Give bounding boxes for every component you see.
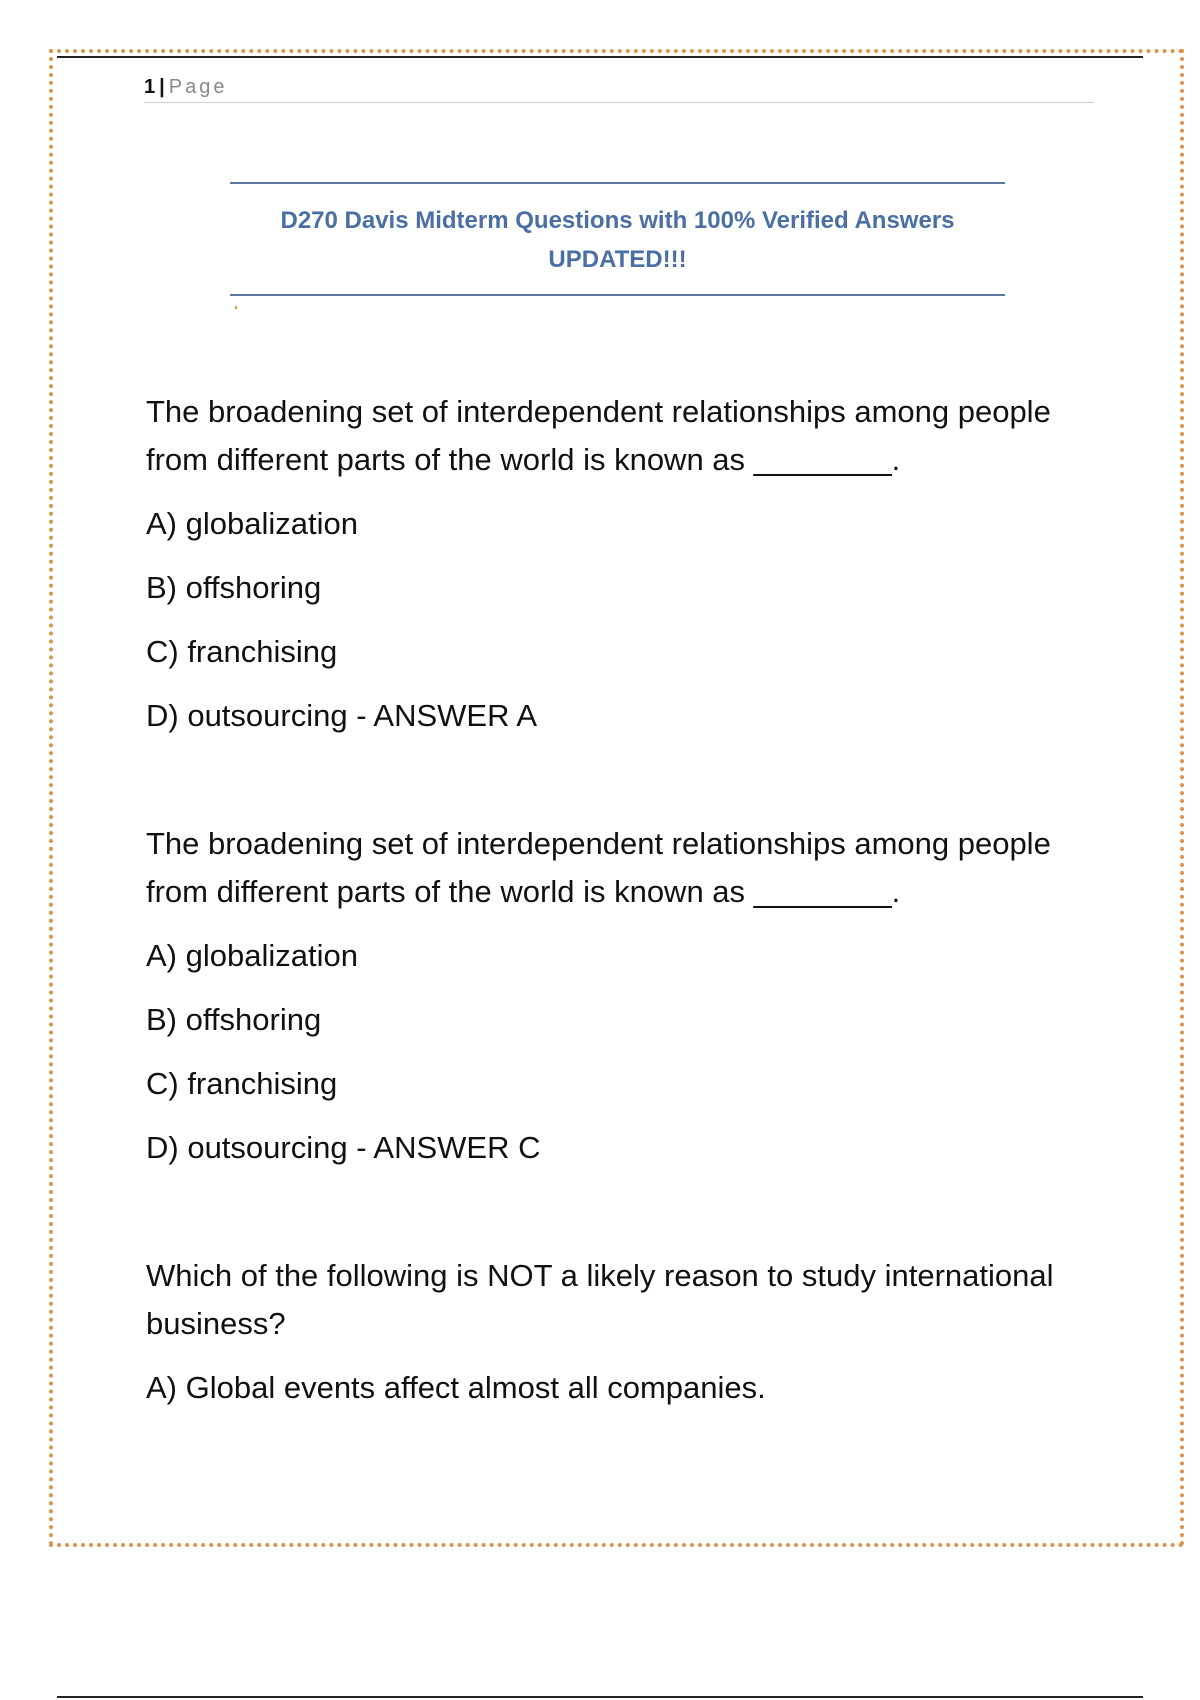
questions-list <box>146 388 1106 1492</box>
answer-option: D) outsourcing - ANSWER C <box>146 1130 541 1165</box>
page-separator: | <box>159 76 165 98</box>
page-header <box>144 72 1094 103</box>
page-label: Page <box>168 76 228 98</box>
question-1 <box>146 388 1106 740</box>
question-3 <box>146 1252 1106 1412</box>
title-line-2: UPDATED!!! <box>548 246 687 273</box>
question-stem: The broadening set of interdependent relationships among people from different parts of the world is known as ________. <box>146 826 1051 909</box>
answer-option: A) globalization <box>146 506 358 541</box>
bottom-rule <box>57 1696 1143 1698</box>
question-2 <box>146 820 1106 1172</box>
answer-option: A) globalization <box>146 938 358 973</box>
document-title <box>230 182 1005 296</box>
answer-option: D) outsourcing - ANSWER A <box>146 698 538 733</box>
answer-option: B) offshoring <box>146 1002 322 1037</box>
decorative-mark <box>235 306 237 309</box>
answer-option: A) Global events affect almost all companies. <box>146 1370 766 1405</box>
top-rule <box>57 56 1143 58</box>
page-number: 1 <box>144 76 156 98</box>
title-line-1: D270 Davis Midterm Questions with 100% Verified Answers <box>280 207 955 234</box>
answer-option: C) franchising <box>146 634 338 669</box>
question-stem: The broadening set of interdependent relationships among people from different parts of the world is known as ________. <box>146 394 1051 477</box>
answer-option: B) offshoring <box>146 570 322 605</box>
question-stem: Which of the following is NOT a likely reason to study international business? <box>146 1258 1054 1341</box>
answer-option: C) franchising <box>146 1066 338 1101</box>
